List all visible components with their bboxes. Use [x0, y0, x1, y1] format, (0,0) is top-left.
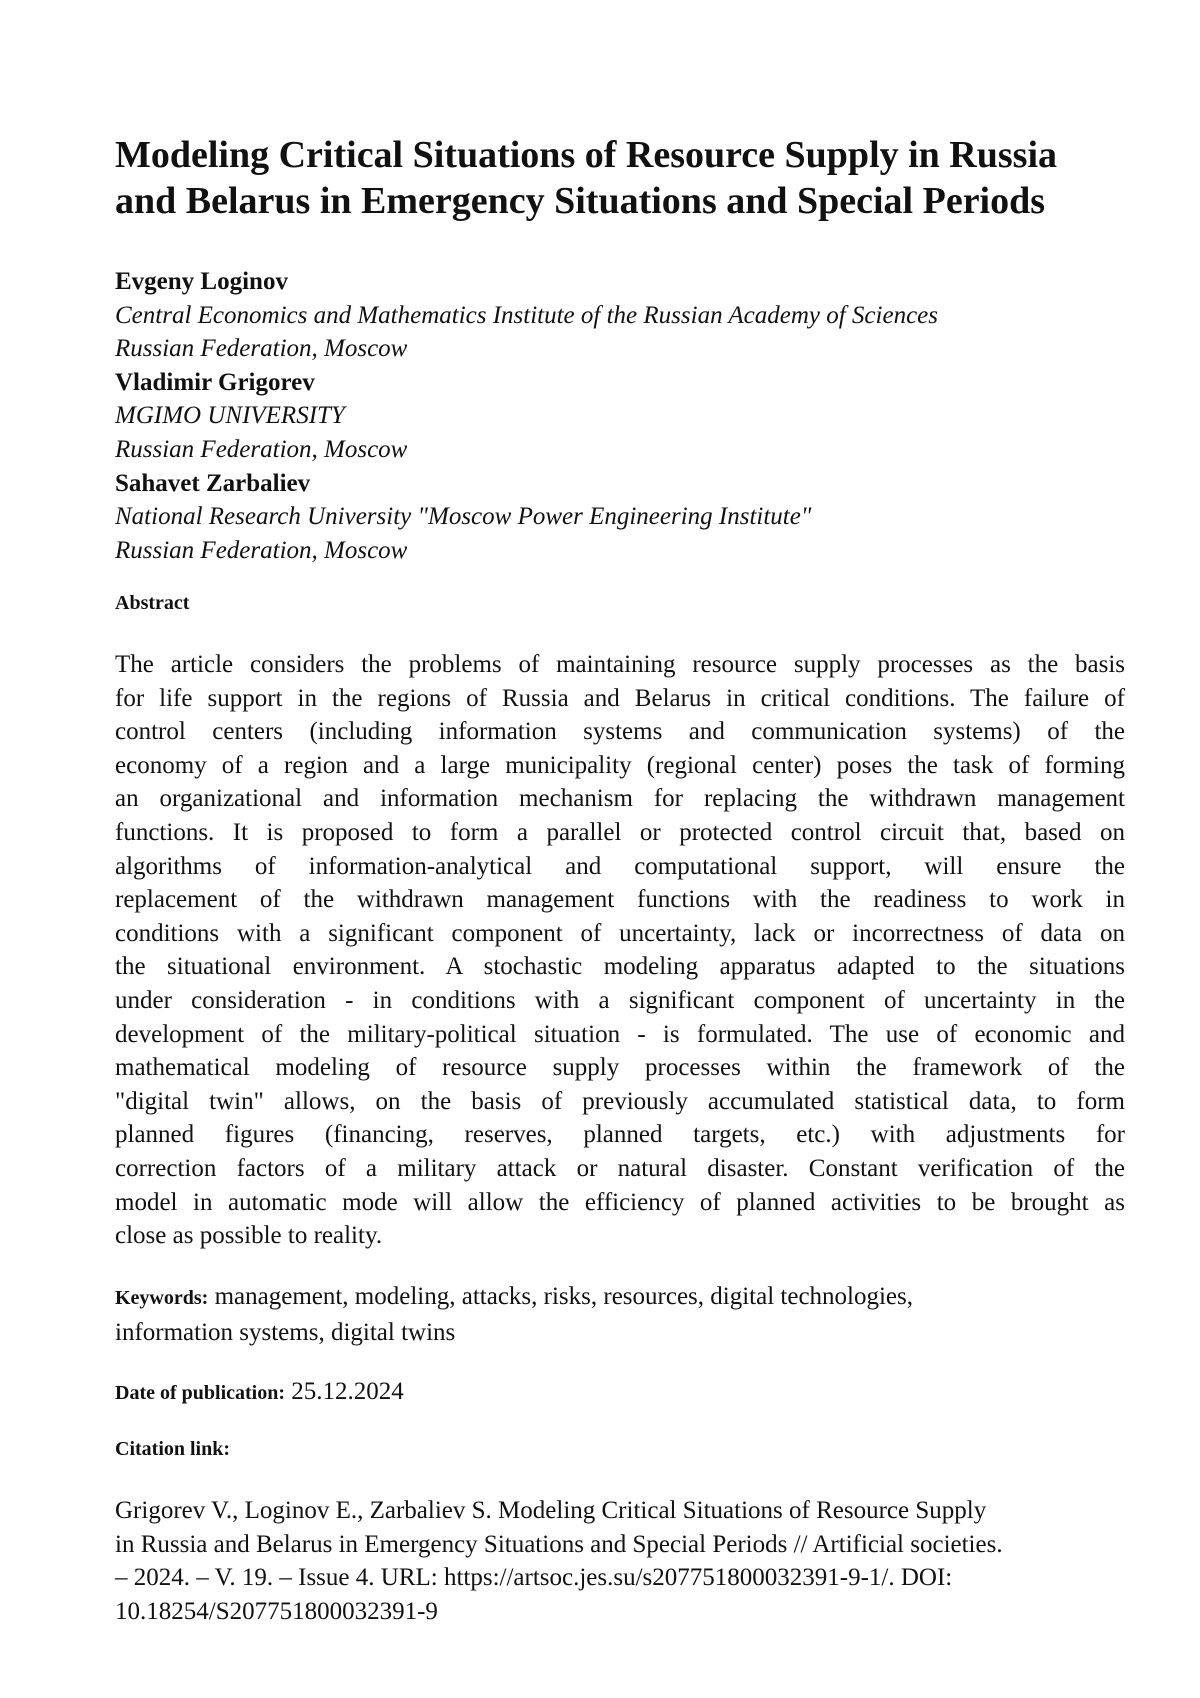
article-title: [115, 132, 1125, 224]
author-name: Evgeny Loginov: [115, 265, 1125, 299]
abstract-line: development of the military-political situation - is formulated. The use of economic and: [115, 1018, 1125, 1052]
citation-text: [115, 1494, 1125, 1628]
keywords-value: management, modeling, attacks, risks, resources, digital technologies,: [208, 1283, 913, 1310]
abstract-line: economy of a region and a large municipality (regional center) poses the task of forming: [115, 749, 1125, 783]
abstract-line: close as possible to reality.: [115, 1219, 1125, 1253]
date-label: Date of publication:: [115, 1382, 285, 1404]
publication-date: [115, 1375, 1125, 1411]
author-affiliation: MGIMO UNIVERSITY: [115, 399, 1125, 433]
citation-line: in Russia and Belarus in Emergency Situations and Special Periods // Artificial societies.: [115, 1528, 1125, 1562]
citation-heading: Citation link:: [115, 1438, 1125, 1461]
abstract-line: correction factors of a military attack or natural disaster. Constant verification of the: [115, 1152, 1125, 1186]
abstract-heading: Abstract: [115, 592, 1125, 615]
author-name: Sahavet Zarbaliev: [115, 467, 1125, 501]
author-affiliation: National Research University "Moscow Power Engineering Institute": [115, 500, 1125, 534]
abstract-line: model in automatic mode will allow the efficiency of planned activities to be brought as: [115, 1186, 1125, 1220]
title-line: Modeling Critical Situations of Resource Supply in Russia: [115, 132, 1125, 178]
abstract-line: The article considers the problems of maintaining resource supply processes as the basis: [115, 648, 1125, 682]
abstract-line: for life support in the regions of Russia and Belarus in critical conditions. The failure of: [115, 682, 1125, 716]
author-location: Russian Federation, Moscow: [115, 433, 1125, 467]
abstract-line: replacement of the withdrawn management functions with the readiness to work in: [115, 883, 1125, 917]
author-location: Russian Federation, Moscow: [115, 534, 1125, 568]
title-line: and Belarus in Emergency Situations and Special Periods: [115, 178, 1125, 224]
abstract-text: [115, 648, 1125, 1253]
author-location: Russian Federation, Moscow: [115, 332, 1125, 366]
abstract-line: mathematical modeling of resource supply processes within the framework of the: [115, 1051, 1125, 1085]
abstract-line: planned figures (financing, reserves, planned targets, etc.) with adjustments for: [115, 1118, 1125, 1152]
abstract-line: conditions with a significant component of uncertainty, lack or incorrectness of data on: [115, 917, 1125, 951]
citation-line[interactable]: – 2024. – V. 19. – Issue 4. URL: https://artsoc.jes.su/s207751800032391-9-1/. DOI:: [115, 1561, 1125, 1595]
abstract-line: control centers (including information systems and communication systems) of the: [115, 715, 1125, 749]
authors-block: [115, 265, 1125, 567]
abstract-line: algorithms of information-analytical and computational support, will ensure the: [115, 850, 1125, 884]
abstract-line: the situational environment. A stochastic modeling apparatus adapted to the situations: [115, 950, 1125, 984]
keywords: [115, 1280, 1125, 1349]
citation-line: Grigorev V., Loginov E., Zarbaliev S. Modeling Critical Situations of Resource Supply: [115, 1494, 1125, 1528]
keywords-value: information systems, digital twins: [115, 1316, 1125, 1350]
abstract-line: "digital twin" allows, on the basis of previously accumulated statistical data, to form: [115, 1085, 1125, 1119]
author-affiliation: Central Economics and Mathematics Institute of the Russian Academy of Sciences: [115, 299, 1125, 333]
keywords-label: Keywords:: [115, 1287, 208, 1309]
abstract-line: an organizational and information mechanism for replacing the withdrawn management: [115, 782, 1125, 816]
abstract-line: functions. It is proposed to form a parallel or protected control circuit that, based on: [115, 816, 1125, 850]
date-value: 25.12.2024: [285, 1378, 404, 1405]
author-name: Vladimir Grigorev: [115, 366, 1125, 400]
abstract-line: under consideration - in conditions with a significant component of uncertainty in the: [115, 984, 1125, 1018]
citation-line: 10.18254/S207751800032391-9: [115, 1595, 1125, 1629]
